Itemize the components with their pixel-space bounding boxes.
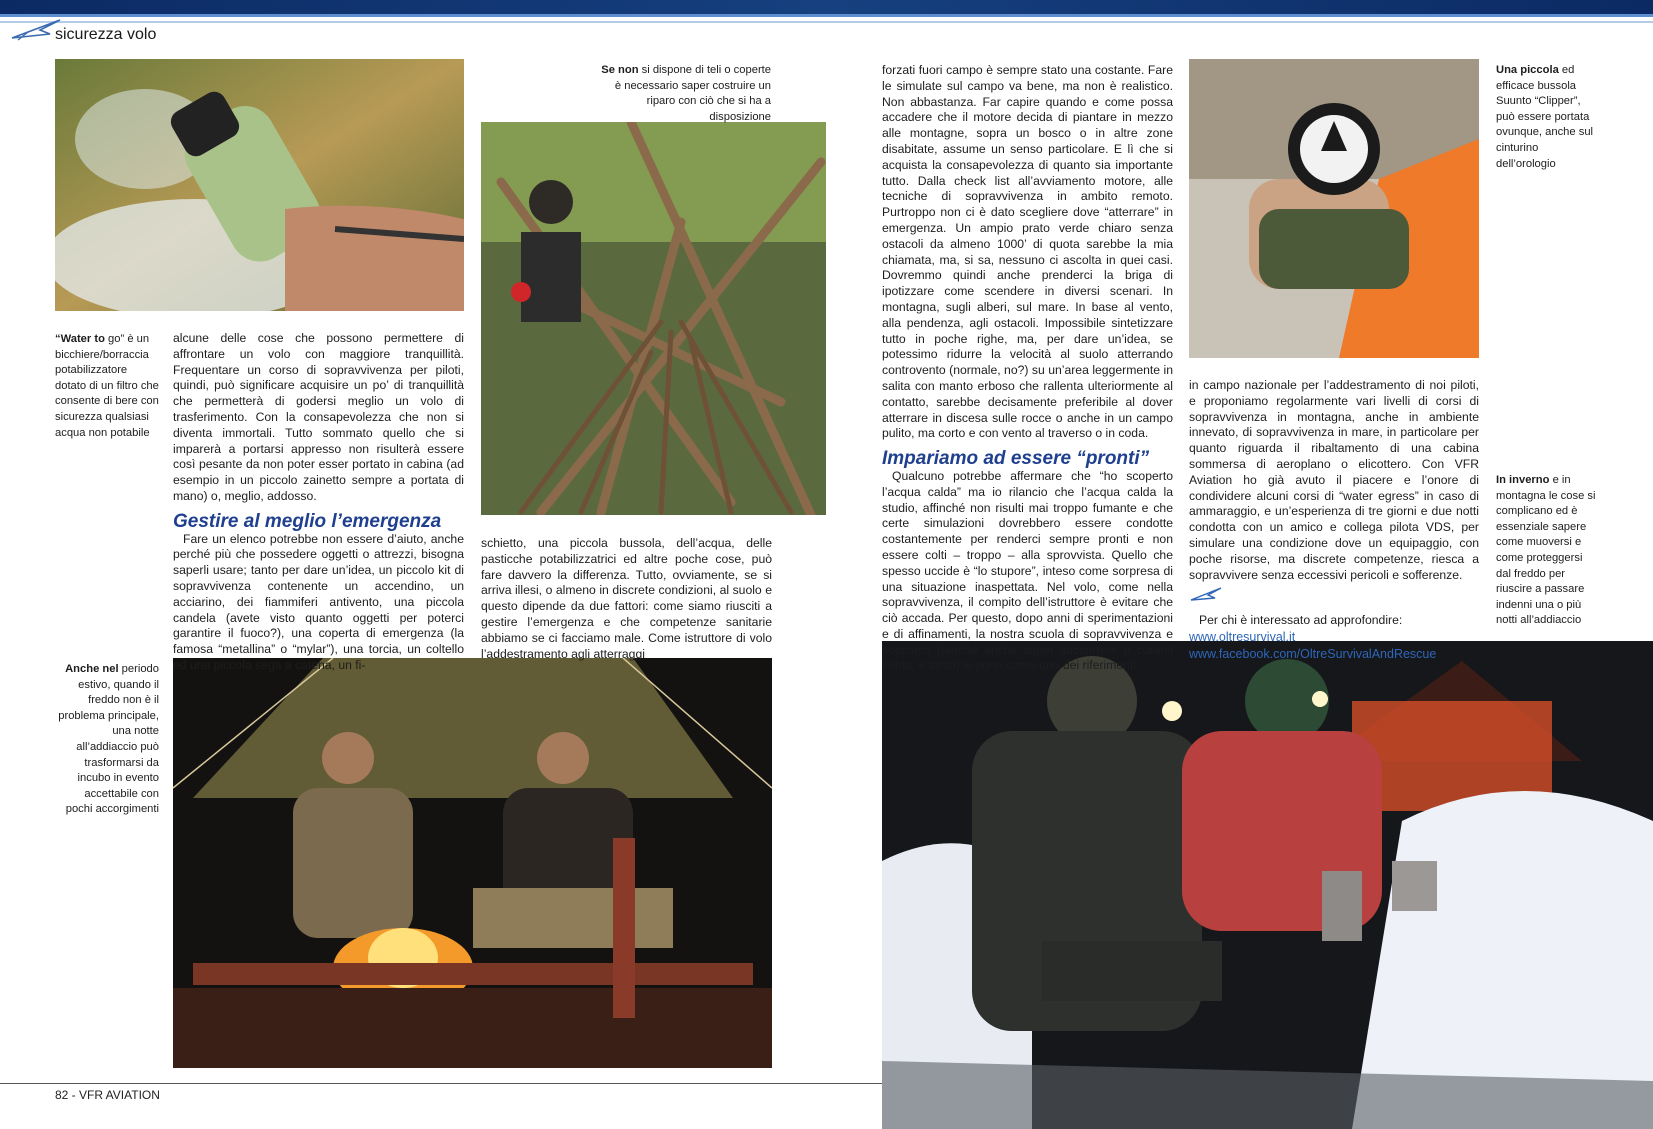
- article-column-1: [173, 331, 464, 674]
- photo-campfire: [173, 658, 772, 1068]
- caption-summer-text: periodo estivo, quando il freddo non è il problema principale, una notte all’addiaccio può trasformarsi da incubo in evento accettabile con pochi accorgimenti: [58, 663, 159, 816]
- paragraph: Fare un elenco potrebbe non essere d’aiuto, anche perché più che possedere oggetti o attrezzi, bisogna saperli usare; tanto per dare un’idea, un piccolo kit di sopravvivenza contenente un accendino, un acciarino, dei fiammiferi antivento, una piccola candela (avete visto quanto oggetti per poterci garantire il fuoco?), una coperta di emergenza (la famosa “metallina” o “mylar”), una torcia, un coltello ed una piccola sega a catena, un fi-: [173, 531, 464, 672]
- caption-shelter-bold: Se non: [601, 64, 639, 76]
- paragraph: in campo nazionale per l’addestramento di noi piloti, e proponiamo regolarmente vari livelli di corsi di sopravvivenza in montagna, anche in ambiente innevato, di sopravvivenza in mare, in particolare per quanto riguarda il ribaltamento di una cabina sommersa di aeroplano o elicottero. Con VFR Aviation ho già avuto il piacere e l’onore di condividere alcuni corsi di “water egress” in caso di ammaraggio, e un’esperienza di tre giorni e due notti condotta con un amico e collega pilota VDS, per simulare una condizione dove un equipaggio, con poche risorse, ma discrete competenze, riesca a sopravvivere senza eccessivi pericoli e sofferenze.: [1189, 378, 1479, 582]
- caption-shelter-text: si dispone di teli o coperte è necessario saper costruire un riparo con ciò che si ha a disposizione: [614, 64, 771, 123]
- link-facebook[interactable]: www.facebook.com/OltreSurvivalAndRescue: [1189, 647, 1437, 662]
- article-column-4: [1189, 378, 1479, 663]
- caption-summer: [55, 662, 159, 818]
- paragraph: Qualcuno potrebbe affermare che “ho scoperto l’acqua calda” ma io rilancio che l’acqua calda la studio, affinché non risulti mai troppo fumante e che certe simulazioni dovrebbero essere condotte costantemente per renderci sempre pronti e non essere colti – troppo – alla sprovvista. Quello che spesso uccide è “lo stupore”, inteso come sorpresa di una situazione inaspettata. Nel volo, come nella sopravvivenza, il compito dell’istruttore è evitare che ciò accada. Per questo, dopo anni di sperimentazioni e di affinamenti, la nostra scuola di sopravvivenza e soccorso (perché anche saper soccorrere o curarsi conta, e tanto) si pone come uno dei riferimenti: [882, 468, 1173, 673]
- footer-rule: [0, 1083, 882, 1084]
- caption-compass-bold: Una piccola: [1496, 64, 1559, 76]
- caption-winter-bold: In inverno: [1496, 474, 1550, 486]
- end-plane-icon: [1189, 585, 1223, 603]
- link-website[interactable]: www.oltresurvival.it: [1189, 630, 1296, 645]
- article-column-3: [882, 63, 1173, 674]
- paragraph: alcune delle cose che possono permettere di affrontare un volo con maggiore tranquillità. Frequentare un corso di sopravvivenza per piloti, quindi, può significare acquisire un po’ di tranquillità che permetterà di godersi meglio un volo di trasferimento. Con la consapevolezza che non si diventa immortali. Tutto sommato quello che si imparerà a portarsi appresso non risulterà essere così pesante da non poter esser portato in cabina (ad esempio in un piccolo zainetto sempre a portata di mano) o, meglio, addosso.: [173, 331, 464, 503]
- paragraph: forzati fuori campo è sempre stato una costante. Fare le simulate sul campo va bene, ma non è realistico. Non abbastanza. Far capire quando e come possa accadere che il motore decida di piantare in mezzo alle montagne, sopra un bosco o in altre zone disabitate, assume un senso particolare. E lì che si acquista la consapevolezza di quanto sia importante tutto. Dalla check list all’avviamento motore, alle tecniche di sopravvivenza in ambito remoto. Purtroppo non ci è dato scegliere dove “atterrare” in emergenza. Un ampio prato verde chiaro senza ostacoli da almeno 1000’ di quota sarebbe la mia chiamata, ma, si sa, nessuno ci ascolta in quei casi. Dovremmo quindi anche prenderci la briga di ipotizzare come scendere in diversi scenari. In montagna, sugli alberi, sul mare. In base al vento, alla pendenza, agli ostacoli. Impossibile sintetizzare tutto in poche righe, ma, per dare un’idea, se potessimo ridurre la velocità al suolo atterrando controvento (normale, no?) su un’area leggermente in salita con manto erboso che rallenta ulteriormente al contatto, sarebbe decisamente preferibile al dover atterrare in discesa sulle rocce o anche in un campo pulito, ma corto e con vento al traverso o in coda.: [882, 63, 1173, 441]
- section-heading: Gestire al meglio l’emergenza: [173, 510, 442, 532]
- caption-water-bold: “Water to: [55, 333, 105, 345]
- photo-compass: [1189, 59, 1479, 358]
- caption-winter-text: e in montagna le cose si complicano ed è essenziale sapere come muoversi e come proteggersi dal freddo per riuscire a passare indenni una o più notti all’addiaccio: [1496, 474, 1596, 627]
- photo-water-bottle: [55, 59, 464, 311]
- caption-water-to-go: [55, 332, 159, 441]
- photo-winter-night: [882, 641, 1653, 1129]
- header-rule: [0, 21, 1653, 23]
- caption-compass-text: ed efficace bussola Suunto “Clipper”, può essere portata ovunque, anche sul cinturino dell’orologio: [1496, 64, 1594, 170]
- section-heading: Impariamo ad essere “pronti”: [882, 448, 1150, 470]
- section-title: sicurezza volo: [55, 26, 157, 43]
- caption-compass: [1496, 63, 1600, 172]
- caption-water-text: go” è un bicchiere/borraccia potabilizzatore dotato di un filtro che consente di bere con sicurezza qualsiasi acqua non potabile: [55, 333, 159, 439]
- caption-summer-bold: Anche nel: [65, 663, 119, 675]
- caption-shelter: [595, 63, 771, 125]
- paragraph: schietto, una piccola bussola, dell’acqua, delle pasticche potabilizzatrici ed altre poche cose, può fare davvero la differenza. Tutto, ovviamente, se si arriva illesi, o almeno in discrete condizioni, al suolo e questo dipende da due fattori: come siamo riusciti a gestire l’emergenza e che competenze sanitarie abbiamo se ci facciamo male. Come istruttore di volo l’addestramento agli atterraggi: [481, 536, 772, 661]
- page-folio: 82 - VFR AVIATION: [55, 1088, 160, 1102]
- more-info-label: Per chi è interessato ad approfondire:: [1199, 613, 1403, 628]
- header-stripe: [0, 14, 1653, 17]
- photo-shelter: [481, 122, 826, 515]
- caption-winter: [1496, 473, 1600, 629]
- article-column-2: [481, 536, 772, 662]
- header-bar: [0, 0, 1653, 14]
